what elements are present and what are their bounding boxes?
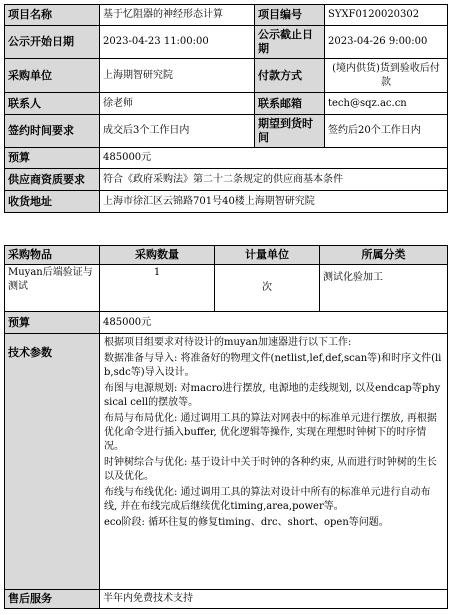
project-info-table [4, 4, 448, 213]
contact: 徐老师 [100, 93, 255, 115]
email-label: 联系邮箱 [255, 93, 325, 115]
qualification: 符合《政府采购法》第二十二条规定的供应商基本条件 [100, 169, 448, 191]
payment: (境内供货)货到验收后付款 [325, 59, 448, 93]
buyer-label: 采购单位 [5, 59, 100, 93]
tech-params [100, 334, 448, 590]
items-budget-label: 预算 [5, 312, 100, 334]
header-item: 采购物品 [5, 246, 100, 265]
tech-line: eco阶段: 循环往复的修复timing、drc、short、open等问题。 [104, 517, 389, 528]
project-code-label: 项目编号 [255, 5, 325, 26]
header-unit: 计量单位 [215, 246, 320, 265]
start-date: 2023-04-23 11:00:00 [100, 26, 255, 59]
email: tech@sqz.ac.cn [325, 93, 448, 115]
qualification-label: 供应商资质要求 [5, 169, 100, 191]
header-qty: 采购数量 [100, 246, 215, 265]
address-label: 收货地址 [5, 191, 100, 213]
buyer: 上海期智研究院 [100, 59, 255, 93]
tech-line: 根据项目组要求对待设计的muyan加速器进行以下工作: [104, 337, 352, 348]
item-unit: 次 [215, 265, 320, 312]
budget-label: 预算 [5, 148, 100, 169]
after-sales: 半年内免费技术支持 [100, 590, 448, 609]
delivery-time: 签约后20个工作日内 [325, 115, 448, 148]
item-qty: 1 [100, 265, 215, 312]
header-category: 所属分类 [320, 246, 448, 265]
tech-line: 数据准备与导入: 将准备好的物理文件(netlist,lef,def,scan等)和时序文件(lib,sdc等)导入设计。 [104, 353, 442, 378]
end-date: 2023-04-26 9:00:00 [325, 26, 448, 59]
sign-time-label: 签约时间要求 [5, 115, 100, 148]
after-sales-label: 售后服务 [5, 590, 100, 609]
tech-line: 布线与布线优化: 通过调用工具的算法对设计中所有的标准单元进行自动布线, 并在布线完成后继续优化timing,area,power等。 [104, 487, 431, 512]
tech-line: 布局与布局优化: 通过调用工具的算法对网表中的标准单元进行摆放, 再根据优化命令进行插入buffer, 优化逻辑等操作, 实现在理想时钟树下的时序情况。 [104, 413, 437, 452]
items-budget: 485000元 [100, 312, 448, 334]
item-category: 测试化验加工 [320, 265, 448, 312]
payment-label: 付款方式 [255, 59, 325, 93]
delivery-time-label: 期望到货时间 [255, 115, 325, 148]
tech-label: 技术参数 [5, 334, 100, 590]
project-name: 基于忆阻器的神经形态计算 [100, 5, 255, 26]
tech-line: 布图与电源规划: 对macro进行摆放, 电源地的走线规划, 以及endcap等physical cell的摆放等。 [104, 383, 441, 408]
sign-time: 成交后3个工作日内 [100, 115, 255, 148]
item-name: Muyan后端验证与测试 [5, 265, 100, 312]
contact-label: 联系人 [5, 93, 100, 115]
address: 上海市徐汇区云锦路701号40楼上海期智研究院 [100, 191, 448, 213]
end-date-label: 公示截止日期 [255, 26, 325, 59]
items-table [4, 245, 448, 609]
budget: 485000元 [100, 148, 448, 169]
project-name-label: 项目名称 [5, 5, 100, 26]
project-code: SYXF0120020302 [325, 5, 448, 26]
tech-line: 时钟树综合与优化: 基于设计中关于时钟的各种约束, 从而进行时钟树的生长以及优化。 [104, 457, 437, 482]
start-date-label: 公示开始日期 [5, 26, 100, 59]
